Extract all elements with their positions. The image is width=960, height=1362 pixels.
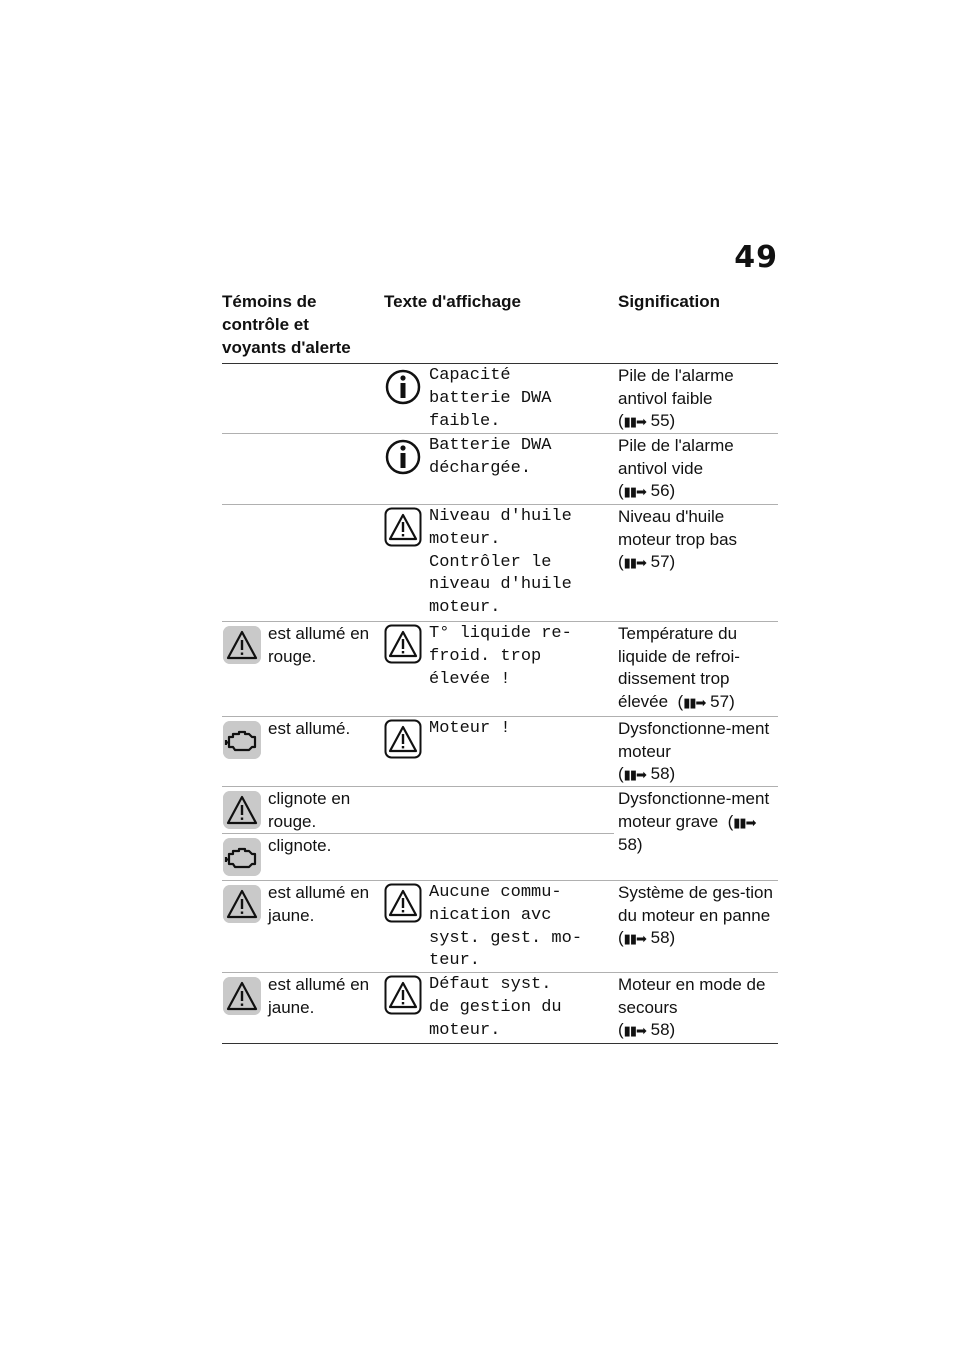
page-reference: 58 [650, 1020, 670, 1039]
table-row: clignote en rouge. clignote. Dysfonctionne-ment moteur grave (▮▮➡ 58) [222, 786, 778, 880]
page-reference: 57 [650, 552, 670, 571]
display-text: Capacité batterie DWA faible. [429, 366, 552, 431]
warning-triangle-icon [384, 883, 422, 923]
reference-arrow-icon: ▮▮➡ [733, 814, 756, 830]
indicator-label: est allumé. [268, 719, 351, 738]
table-row: Batterie DWA déchargée. Pile de l'alarme antivol vide (▮▮➡ 56) [222, 433, 778, 504]
page-reference: 56 [650, 481, 670, 500]
warning-triangle-icon [223, 885, 261, 923]
page-reference: 58 [650, 764, 670, 783]
display-text: Batterie DWA déchargée. [429, 436, 552, 478]
display-text: Défaut syst. de gestion du moteur. [429, 975, 562, 1040]
display-text: Aucune commu- nication avc syst. gest. mo- teur. [429, 883, 583, 971]
meaning-text: Niveau d'huile moteur trop bas [618, 507, 738, 549]
display-text: T° liquide re- froid. trop élevée ! [429, 624, 572, 689]
meaning-text: Système de ges-tion du moteur en panne [618, 883, 773, 925]
indicator-table [222, 363, 778, 1044]
header-indicators: Témoins de contrôle et voyants d'alerte [222, 292, 351, 357]
meaning-text: Moteur en mode de secours [618, 975, 766, 1017]
reference-arrow-icon: ▮▮➡ [623, 484, 646, 499]
warning-triangle-icon [223, 626, 261, 664]
meaning-text: Dysfonctionne-ment moteur grave [618, 789, 770, 831]
table-row: Capacité batterie DWA faible. Pile de l'alarme antivol faible (▮▮➡ 55) [222, 363, 778, 433]
reference-arrow-icon: ▮▮➡ [683, 694, 706, 710]
reference-arrow-icon: ▮▮➡ [623, 767, 646, 782]
reference-arrow-icon: ▮▮➡ [623, 931, 646, 946]
warning-triangle-icon [223, 977, 261, 1015]
page-reference: 58 [650, 928, 670, 947]
header-meaning: Signification [618, 292, 720, 311]
table-row: est allumé en rouge. T° liquide re- froid. trop élevée ! Température du liquide de refroi-dissement trop élevée (▮▮➡ 57) [222, 621, 778, 716]
info-icon [384, 366, 422, 406]
indicator-label: est allumé en rouge. [268, 624, 370, 666]
indicator-label: est allumé en jaune. [268, 975, 370, 1017]
indicator-label: est allumé en jaune. [268, 883, 370, 925]
meaning-text: Température du liquide de refroi-dissement trop élevée [618, 624, 740, 711]
table-row: Niveau d'huile moteur. Contrôler le niveau d'huile moteur. Niveau d'huile moteur trop bas (▮▮➡ 57) [222, 504, 778, 621]
warning-triangle-icon [384, 719, 422, 759]
warning-triangle-icon [223, 791, 261, 829]
display-text: Moteur ! [429, 719, 511, 738]
page-reference: 55 [650, 411, 670, 430]
meaning-text: Pile de l'alarme antivol faible [618, 366, 734, 408]
page-reference: 57 [710, 691, 730, 711]
warning-triangle-icon [384, 624, 422, 664]
engine-icon [223, 721, 261, 759]
table-row: est allumé en jaune. Défaut syst. de gestion du moteur. Moteur en mode de secours (▮▮➡ 58) [222, 972, 778, 1043]
page-reference: 58 [618, 835, 637, 854]
indicator-label: clignote. [268, 836, 332, 855]
info-icon [384, 436, 422, 476]
warning-triangle-icon [384, 507, 422, 547]
page-number: 49 [734, 240, 778, 275]
reference-arrow-icon: ▮▮➡ [623, 555, 646, 570]
warning-triangle-icon [384, 975, 422, 1015]
reference-arrow-icon: ▮▮➡ [623, 1023, 646, 1038]
header-display-text: Texte d'affichage [384, 292, 521, 311]
table-row: est allumé. Moteur ! Dysfonctionne-ment moteur (▮▮➡ 58) [222, 716, 778, 786]
meaning-text: Pile de l'alarme antivol vide [618, 436, 734, 478]
display-text: Niveau d'huile moteur. Contrôler le niveau d'huile moteur. [429, 507, 572, 618]
table-bottom-rule [222, 1043, 778, 1044]
table-row: est allumé en jaune. Aucune commu- nication avc syst. gest. mo- teur. Système de ges-tion du moteur en panne (▮▮➡ 58) [222, 880, 778, 972]
engine-icon [223, 838, 261, 876]
indicator-label: clignote en rouge. [268, 789, 351, 831]
reference-arrow-icon: ▮▮➡ [623, 414, 646, 429]
meaning-text: Dysfonctionne-ment moteur [618, 719, 770, 761]
